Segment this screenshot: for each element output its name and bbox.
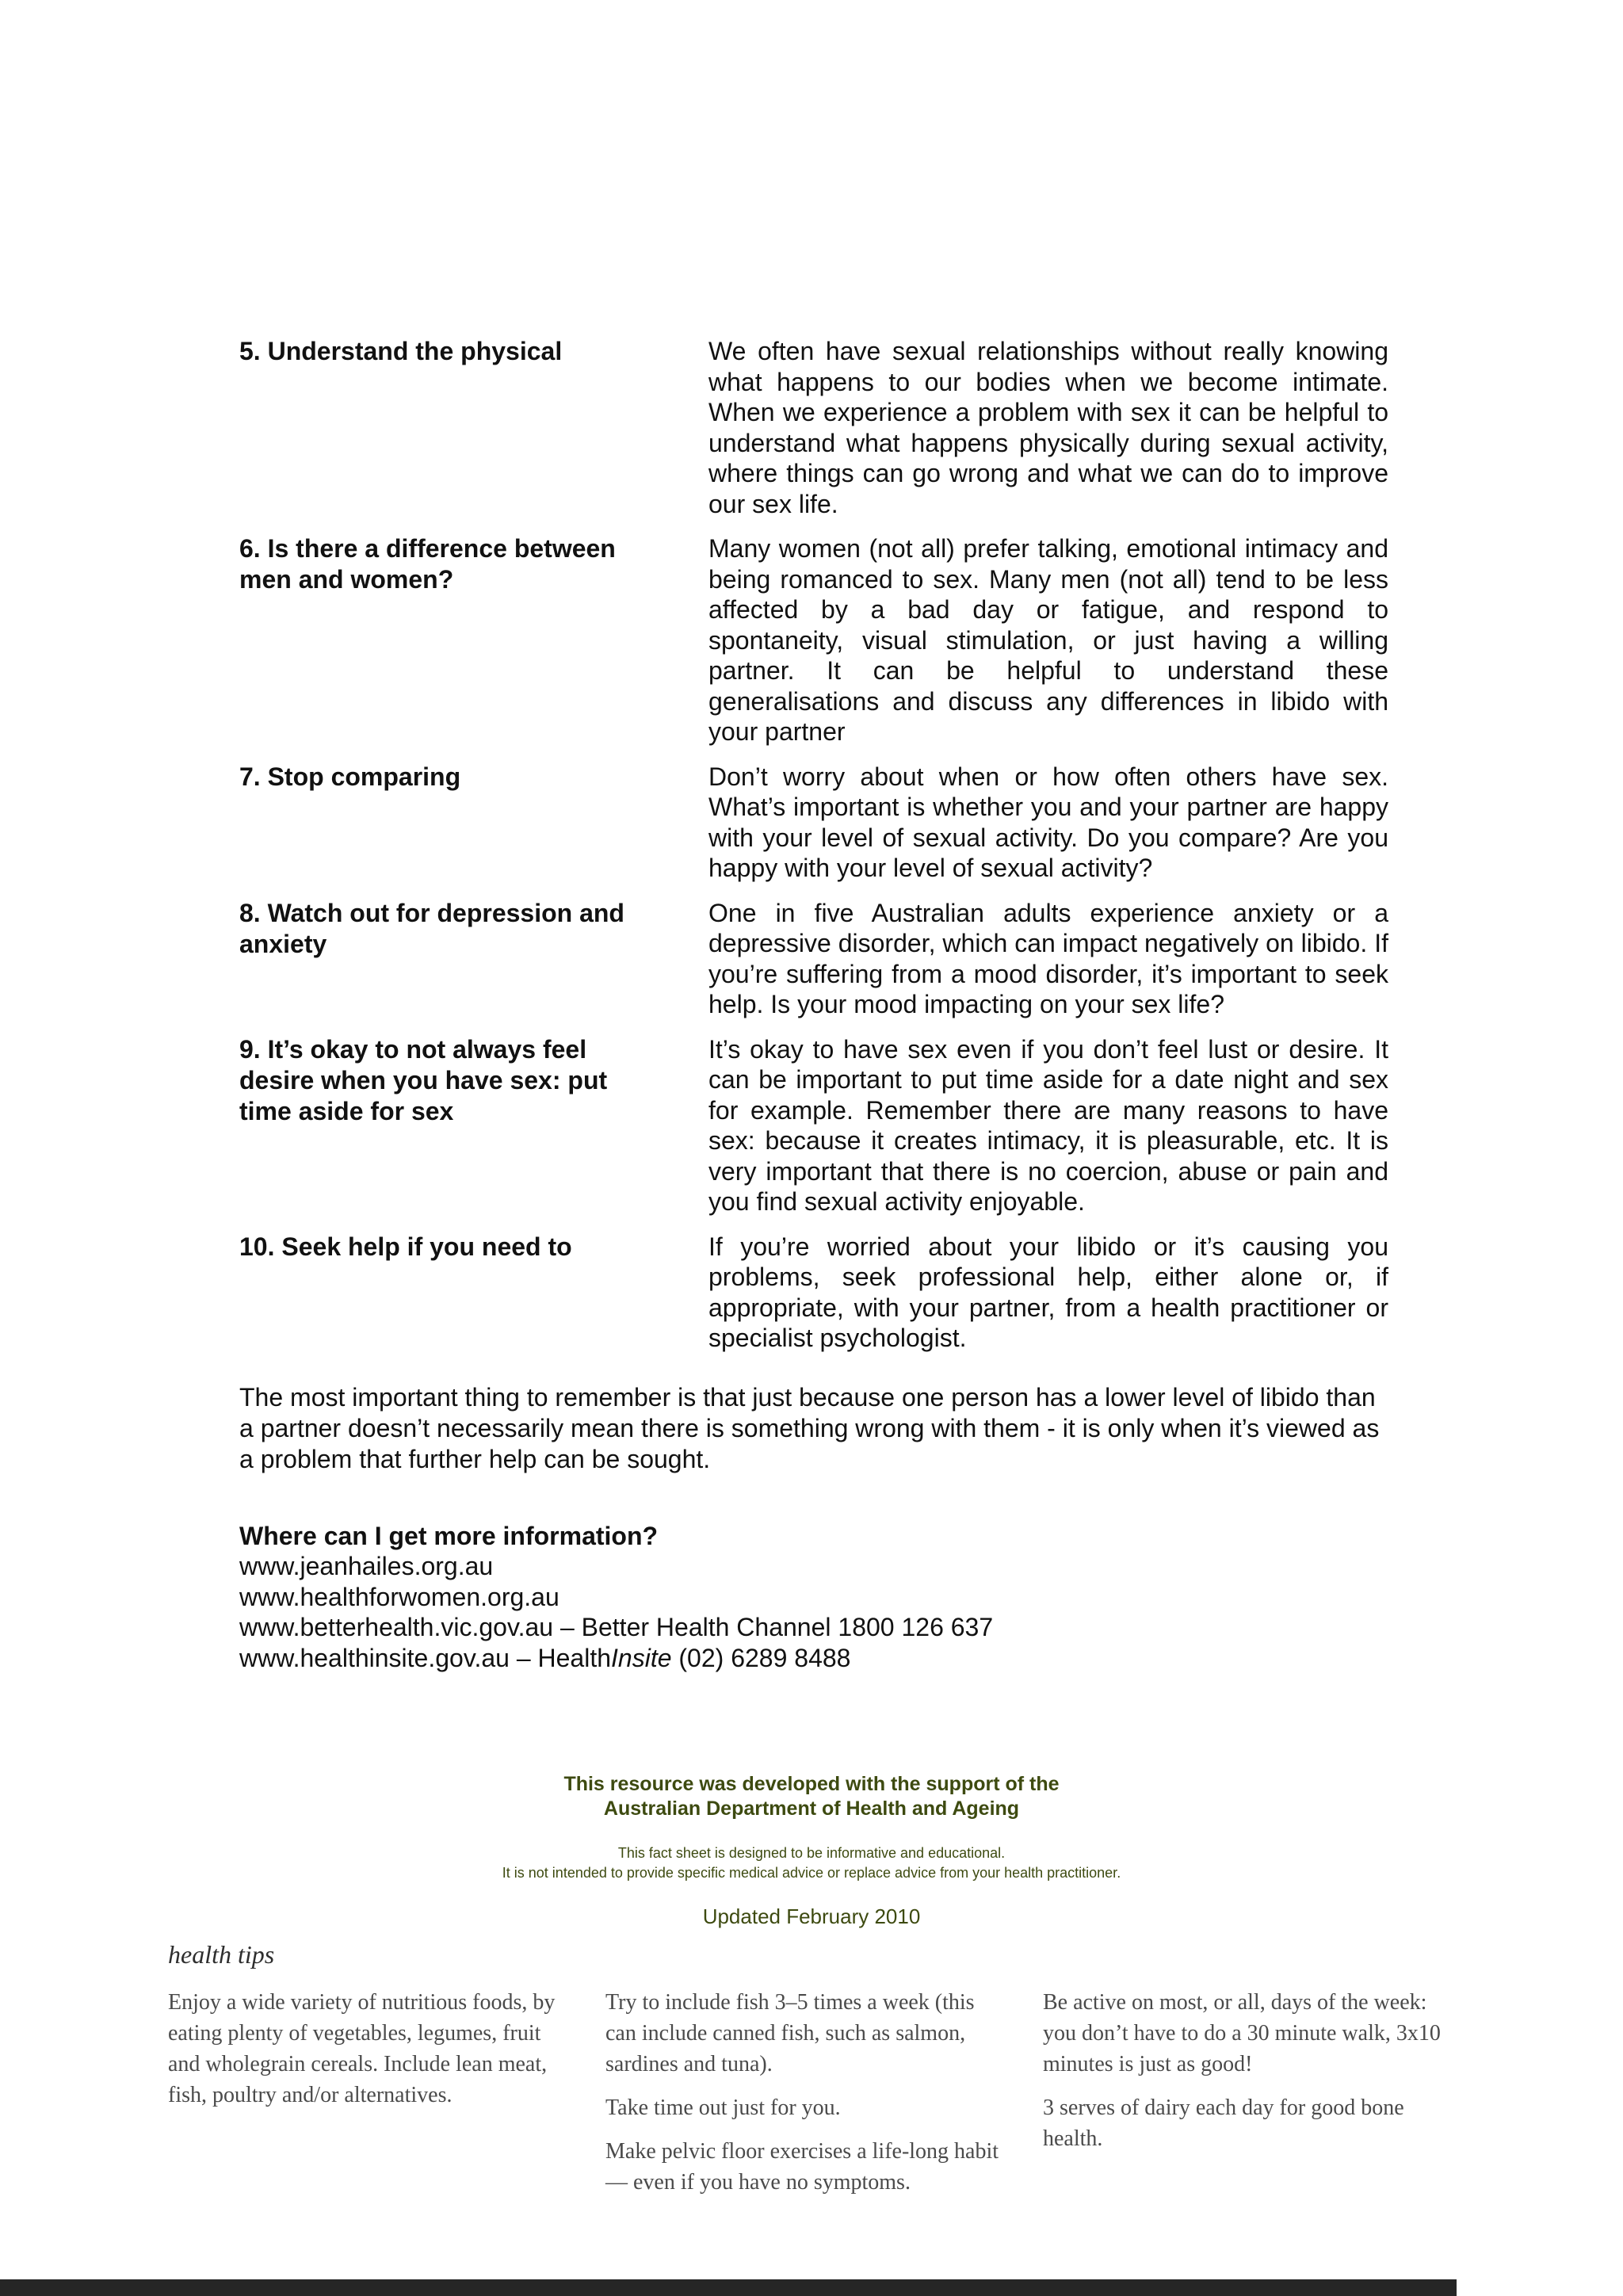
tip-row	[239, 1034, 1388, 1217]
health-tip: Try to include fish 3–5 times a week (this can include canned fish, such as salmon, sardines and tuna).	[605, 1990, 975, 2076]
tip-heading: 7. Stop comparing	[239, 762, 461, 791]
disclaimer	[0, 1843, 1623, 1883]
health-tips-column-3	[1043, 1987, 1447, 2210]
tip-row	[239, 533, 1388, 747]
tip-body: We often have sexual relationships without really knowing what happens to our bodies when we become intimate. When we experience a problem with sex it can be helpful to understand what happens physically during sexual activity, where things can go wrong and what we can do to improve our sex life.	[708, 337, 1388, 518]
tip-body: It’s okay to have sex even if you don’t feel lust or desire. It can be important to put time aside for a date night and sex for example. Remember there are many reasons to have sex: because it creates intimacy, it is pleasurable, etc. It is very important that there is no coercion, abuse or pain and you find sexual activity enjoyable.	[708, 1034, 1388, 1216]
info-link-betterhealth[interactable]: www.betterhealth.vic.gov.au – Better Health Channel 1800 126 637	[239, 1613, 994, 1641]
health-tip: Make pelvic floor exercises a life-long habit — even if you have no symptoms.	[605, 2139, 999, 2195]
tip-heading: 9. It’s okay to not always feel desire when you have sex: put time aside for sex	[239, 1034, 608, 1125]
health-tip: 3 serves of dairy each day for good bone health.	[1043, 2095, 1404, 2151]
disclaimer-line-2: It is not intended to provide specific medical advice or replace advice from your health practitioner.	[502, 1865, 1121, 1881]
healthinsite-prefix: www.healthinsite.gov.au – Health	[239, 1643, 612, 1672]
tip-body: Don’t worry about when or how often others have sex. What’s important is whether you and your partner are happy with your level of sexual activity. Do you compare? Are you happy with your level of sexual activity?	[708, 762, 1388, 882]
info-link-healthforwomen[interactable]: www.healthforwomen.org.au	[239, 1582, 559, 1611]
summary-paragraph: The most important thing to remember is that just because one person has a lower level of libido than a partner doesn’t necessarily mean there is something wrong with them - it is only when it’s viewed as a problem that further help can be sought.	[239, 1382, 1380, 1473]
more-information-heading: Where can I get more information?	[239, 1521, 659, 1550]
tip-heading: 5. Understand the physical	[239, 337, 563, 365]
tip-heading: 10. Seek help if you need to	[239, 1232, 572, 1261]
tip-heading: 6. Is there a difference between men and women?	[239, 534, 616, 594]
healthinsite-suffix: (02) 6289 8488	[671, 1643, 851, 1672]
health-tip: Be active on most, or all, days of the week: you don’t have to do a 30 minute walk, 3x10 minutes is just as good!	[1043, 1990, 1441, 2076]
tips-table	[239, 336, 1388, 1354]
health-tips-columns	[168, 1987, 1468, 2210]
health-tips-title: health tips	[168, 1940, 275, 1969]
health-tip: Take time out just for you.	[605, 2095, 841, 2120]
health-tips-section	[168, 1940, 1468, 2210]
tip-body: If you’re worried about your libido or it’s causing you problems, seek professional help, either alone or, if appropriate, with your partner, from a health practitioner or specialist psychologist.	[708, 1232, 1388, 1352]
info-link-jeanhailes[interactable]: www.jeanhailes.org.au	[239, 1552, 494, 1580]
tip-row	[239, 1232, 1388, 1354]
updated-date: Updated February 2010	[702, 1904, 921, 1928]
health-tips-column-2	[605, 1987, 1010, 2210]
tip-body: One in five Australian adults experience anxiety or a depressive disorder, which can impact negatively on libido. If you’re suffering from a mood disorder, it’s important to seek help. Is your mood impacting on your sex life?	[708, 898, 1388, 1018]
health-tip: Enjoy a wide variety of nutritious foods, by eating plenty of vegetables, legumes, fruit and wholegrain cereals. Include lean meat, fish, poultry and/or alternatives.	[168, 1990, 556, 2107]
support-line-2: Australian Department of Health and Ageing	[603, 1797, 1020, 1820]
disclaimer-line-1: This fact sheet is designed to be informative and educational.	[617, 1845, 1006, 1861]
more-information-section	[239, 1521, 1388, 1674]
tip-row	[239, 336, 1388, 519]
info-link-healthinsite[interactable]	[239, 1643, 1388, 1674]
tip-row	[239, 762, 1388, 884]
healthinsite-italic: Insite	[611, 1643, 672, 1672]
support-line-1: This resource was developed with the support of the	[563, 1773, 1060, 1795]
health-tips-column-1	[168, 1987, 564, 2210]
footer-bar	[0, 2279, 1457, 2296]
tip-body: Many women (not all) prefer talking, emotional intimacy and being romanced to sex. Many men (not all) tend to be less affected by a bad day or fatigue, and respond to spontaneity, visual stimulation, or just having a willing partner. It can be helpful to understand these generalisations and discuss any differences in libido with your partner	[708, 534, 1388, 746]
tip-heading: 8. Watch out for depression and anxiety	[239, 898, 624, 958]
tip-row	[239, 898, 1388, 1020]
fact-sheet-content	[239, 336, 1388, 1673]
support-statement	[0, 1772, 1623, 1821]
